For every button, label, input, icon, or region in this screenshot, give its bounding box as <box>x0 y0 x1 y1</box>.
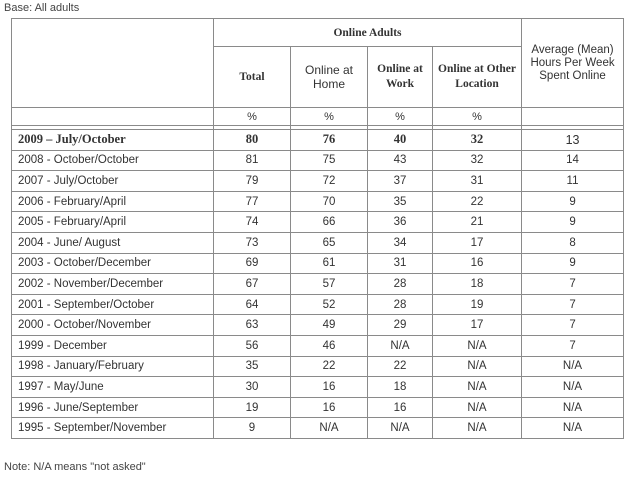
row-label-cell: 1999 - December <box>12 335 214 356</box>
other-cell: 18 <box>433 274 522 295</box>
other-cell: N/A <box>433 397 522 418</box>
avg-cell: 7 <box>522 274 624 295</box>
work-cell: 28 <box>368 274 433 295</box>
total-cell: 73 <box>214 232 291 253</box>
unit-cell: % <box>214 108 291 126</box>
other-cell: 31 <box>433 171 522 192</box>
home-cell: N/A <box>291 418 368 439</box>
total-cell: 64 <box>214 294 291 315</box>
total-cell: 77 <box>214 191 291 212</box>
other-cell: 32 <box>433 130 522 151</box>
other-cell: 19 <box>433 294 522 315</box>
avg-cell: N/A <box>522 397 624 418</box>
row-label-cell: 2003 - October/December <box>12 253 214 274</box>
table-row <box>12 294 624 315</box>
work-cell: 18 <box>368 377 433 398</box>
row-label-header <box>12 19 214 108</box>
other-cell: N/A <box>433 335 522 356</box>
unit-cell: % <box>291 108 368 126</box>
table-row <box>12 397 624 418</box>
total-cell: 79 <box>214 171 291 192</box>
table-row <box>12 191 624 212</box>
home-cell: 76 <box>291 130 368 151</box>
other-cell: 32 <box>433 150 522 171</box>
work-cell: N/A <box>368 418 433 439</box>
home-cell: 49 <box>291 315 368 336</box>
home-cell: 16 <box>291 397 368 418</box>
total-cell: 30 <box>214 377 291 398</box>
work-cell: 34 <box>368 232 433 253</box>
other-cell: 17 <box>433 315 522 336</box>
work-cell: 16 <box>368 397 433 418</box>
total-header: Total <box>214 47 291 108</box>
other-cell: 17 <box>433 232 522 253</box>
work-cell: 37 <box>368 171 433 192</box>
avg-hours-header: Average (Mean) Hours Per Week Spent Online <box>522 19 624 108</box>
total-cell: 35 <box>214 356 291 377</box>
table-row <box>12 212 624 233</box>
row-label-cell: 2000 - October/November <box>12 315 214 336</box>
row-label-cell: 1996 - June/September <box>12 397 214 418</box>
table-row <box>12 356 624 377</box>
work-cell: 43 <box>368 150 433 171</box>
total-cell: 63 <box>214 315 291 336</box>
total-cell: 69 <box>214 253 291 274</box>
other-location-header: Online at Other Location <box>433 47 522 108</box>
unit-row <box>12 108 624 126</box>
total-cell: 19 <box>214 397 291 418</box>
total-cell: 56 <box>214 335 291 356</box>
table-row <box>12 377 624 398</box>
avg-cell: N/A <box>522 418 624 439</box>
home-cell: 46 <box>291 335 368 356</box>
avg-cell: 9 <box>522 253 624 274</box>
home-cell: 61 <box>291 253 368 274</box>
row-label-cell: 2007 - July/October <box>12 171 214 192</box>
other-cell: 21 <box>433 212 522 233</box>
table-row <box>12 274 624 295</box>
total-cell: 80 <box>214 130 291 151</box>
row-label-cell: 2009 – July/October <box>12 130 214 151</box>
table-row <box>12 253 624 274</box>
work-cell: 28 <box>368 294 433 315</box>
row-label-cell: 1998 - January/February <box>12 356 214 377</box>
avg-cell: 11 <box>522 171 624 192</box>
avg-cell: 9 <box>522 191 624 212</box>
row-label-cell: 1997 - May/June <box>12 377 214 398</box>
other-cell: N/A <box>433 418 522 439</box>
table-row <box>12 335 624 356</box>
table-row <box>12 150 624 171</box>
home-cell: 75 <box>291 150 368 171</box>
avg-cell: 7 <box>522 335 624 356</box>
row-label-cell: 2004 - June/ August <box>12 232 214 253</box>
total-cell: 67 <box>214 274 291 295</box>
other-cell: N/A <box>433 377 522 398</box>
avg-cell: 9 <box>522 212 624 233</box>
unit-cell-empty <box>522 108 624 126</box>
home-cell: 57 <box>291 274 368 295</box>
table-row <box>12 315 624 336</box>
table-row <box>12 232 624 253</box>
avg-cell: 14 <box>522 150 624 171</box>
total-cell: 81 <box>214 150 291 171</box>
avg-cell: 7 <box>522 315 624 336</box>
home-header: Online at Home <box>291 47 368 108</box>
home-cell: 66 <box>291 212 368 233</box>
base-label: Base: All adults <box>4 2 80 14</box>
avg-cell: N/A <box>522 377 624 398</box>
table-row <box>12 418 624 439</box>
row-label-cell: 2002 - November/December <box>12 274 214 295</box>
other-cell: 16 <box>433 253 522 274</box>
unit-cell: % <box>433 108 522 126</box>
home-cell: 16 <box>291 377 368 398</box>
avg-cell: 7 <box>522 294 624 315</box>
table-row <box>12 130 624 151</box>
row-label-cell: 2008 - October/October <box>12 150 214 171</box>
unit-cell: % <box>368 108 433 126</box>
home-cell: 52 <box>291 294 368 315</box>
work-cell: 29 <box>368 315 433 336</box>
row-label-cell: 2005 - February/April <box>12 212 214 233</box>
avg-cell: 8 <box>522 232 624 253</box>
avg-cell: N/A <box>522 356 624 377</box>
home-cell: 70 <box>291 191 368 212</box>
work-cell: 40 <box>368 130 433 151</box>
online-adults-table <box>11 18 624 439</box>
other-cell: 22 <box>433 191 522 212</box>
work-cell: 35 <box>368 191 433 212</box>
work-cell: 36 <box>368 212 433 233</box>
work-cell: 22 <box>368 356 433 377</box>
home-cell: 65 <box>291 232 368 253</box>
group-header: Online Adults <box>214 19 522 47</box>
row-label-cell: 1995 - September/November <box>12 418 214 439</box>
home-cell: 22 <box>291 356 368 377</box>
unit-cell-empty <box>12 108 214 126</box>
other-cell: N/A <box>433 356 522 377</box>
total-cell: 9 <box>214 418 291 439</box>
work-cell: 31 <box>368 253 433 274</box>
work-header: Online at Work <box>368 47 433 108</box>
row-label-cell: 2001 - September/October <box>12 294 214 315</box>
note-label: Note: N/A means "not asked" <box>4 461 146 473</box>
work-cell: N/A <box>368 335 433 356</box>
home-cell: 72 <box>291 171 368 192</box>
table-row <box>12 171 624 192</box>
row-label-cell: 2006 - February/April <box>12 191 214 212</box>
avg-cell: 13 <box>522 130 624 151</box>
total-cell: 74 <box>214 212 291 233</box>
